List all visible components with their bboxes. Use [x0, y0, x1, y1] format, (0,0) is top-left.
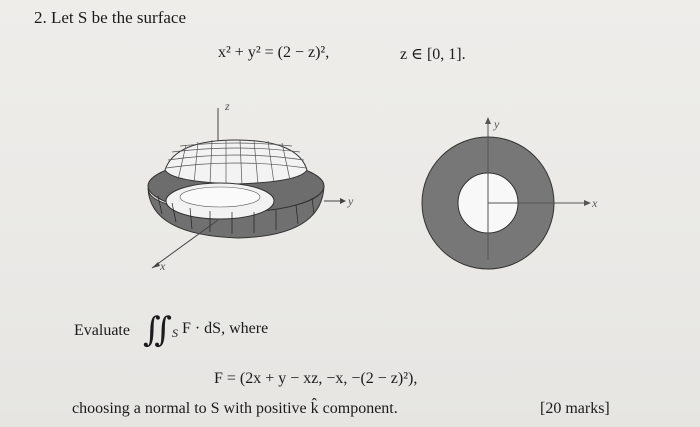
- surface-integral: $∬_S$ F · dS, where: [143, 312, 269, 349]
- y-axis-label-right: y: [494, 117, 500, 131]
- z-axis-label: z: [225, 99, 230, 113]
- evaluate-label: Evaluate: [74, 322, 130, 339]
- question-intro: Let S be the surface: [51, 8, 186, 27]
- surface-equation: x² + y² = (2 − z)²,: [218, 44, 330, 61]
- double-integral-symbol: ∬: [143, 312, 172, 349]
- question-number: 2.: [34, 8, 47, 27]
- z-range: z ∈ [0, 1].: [400, 46, 466, 63]
- normal-instruction: choosing a normal to S with positive k̂ component.: [72, 400, 398, 417]
- x-axis-label-right: x: [592, 196, 598, 210]
- integrand-text: F · dS, where: [181, 320, 269, 337]
- vector-field-equation: F = (2x + y − xz, −x, −(2 − z)²),: [214, 370, 418, 387]
- y-axis-label-left: y: [348, 194, 354, 208]
- marks-label: [20 marks]: [540, 400, 610, 417]
- x-axis-label-left: x: [160, 259, 166, 273]
